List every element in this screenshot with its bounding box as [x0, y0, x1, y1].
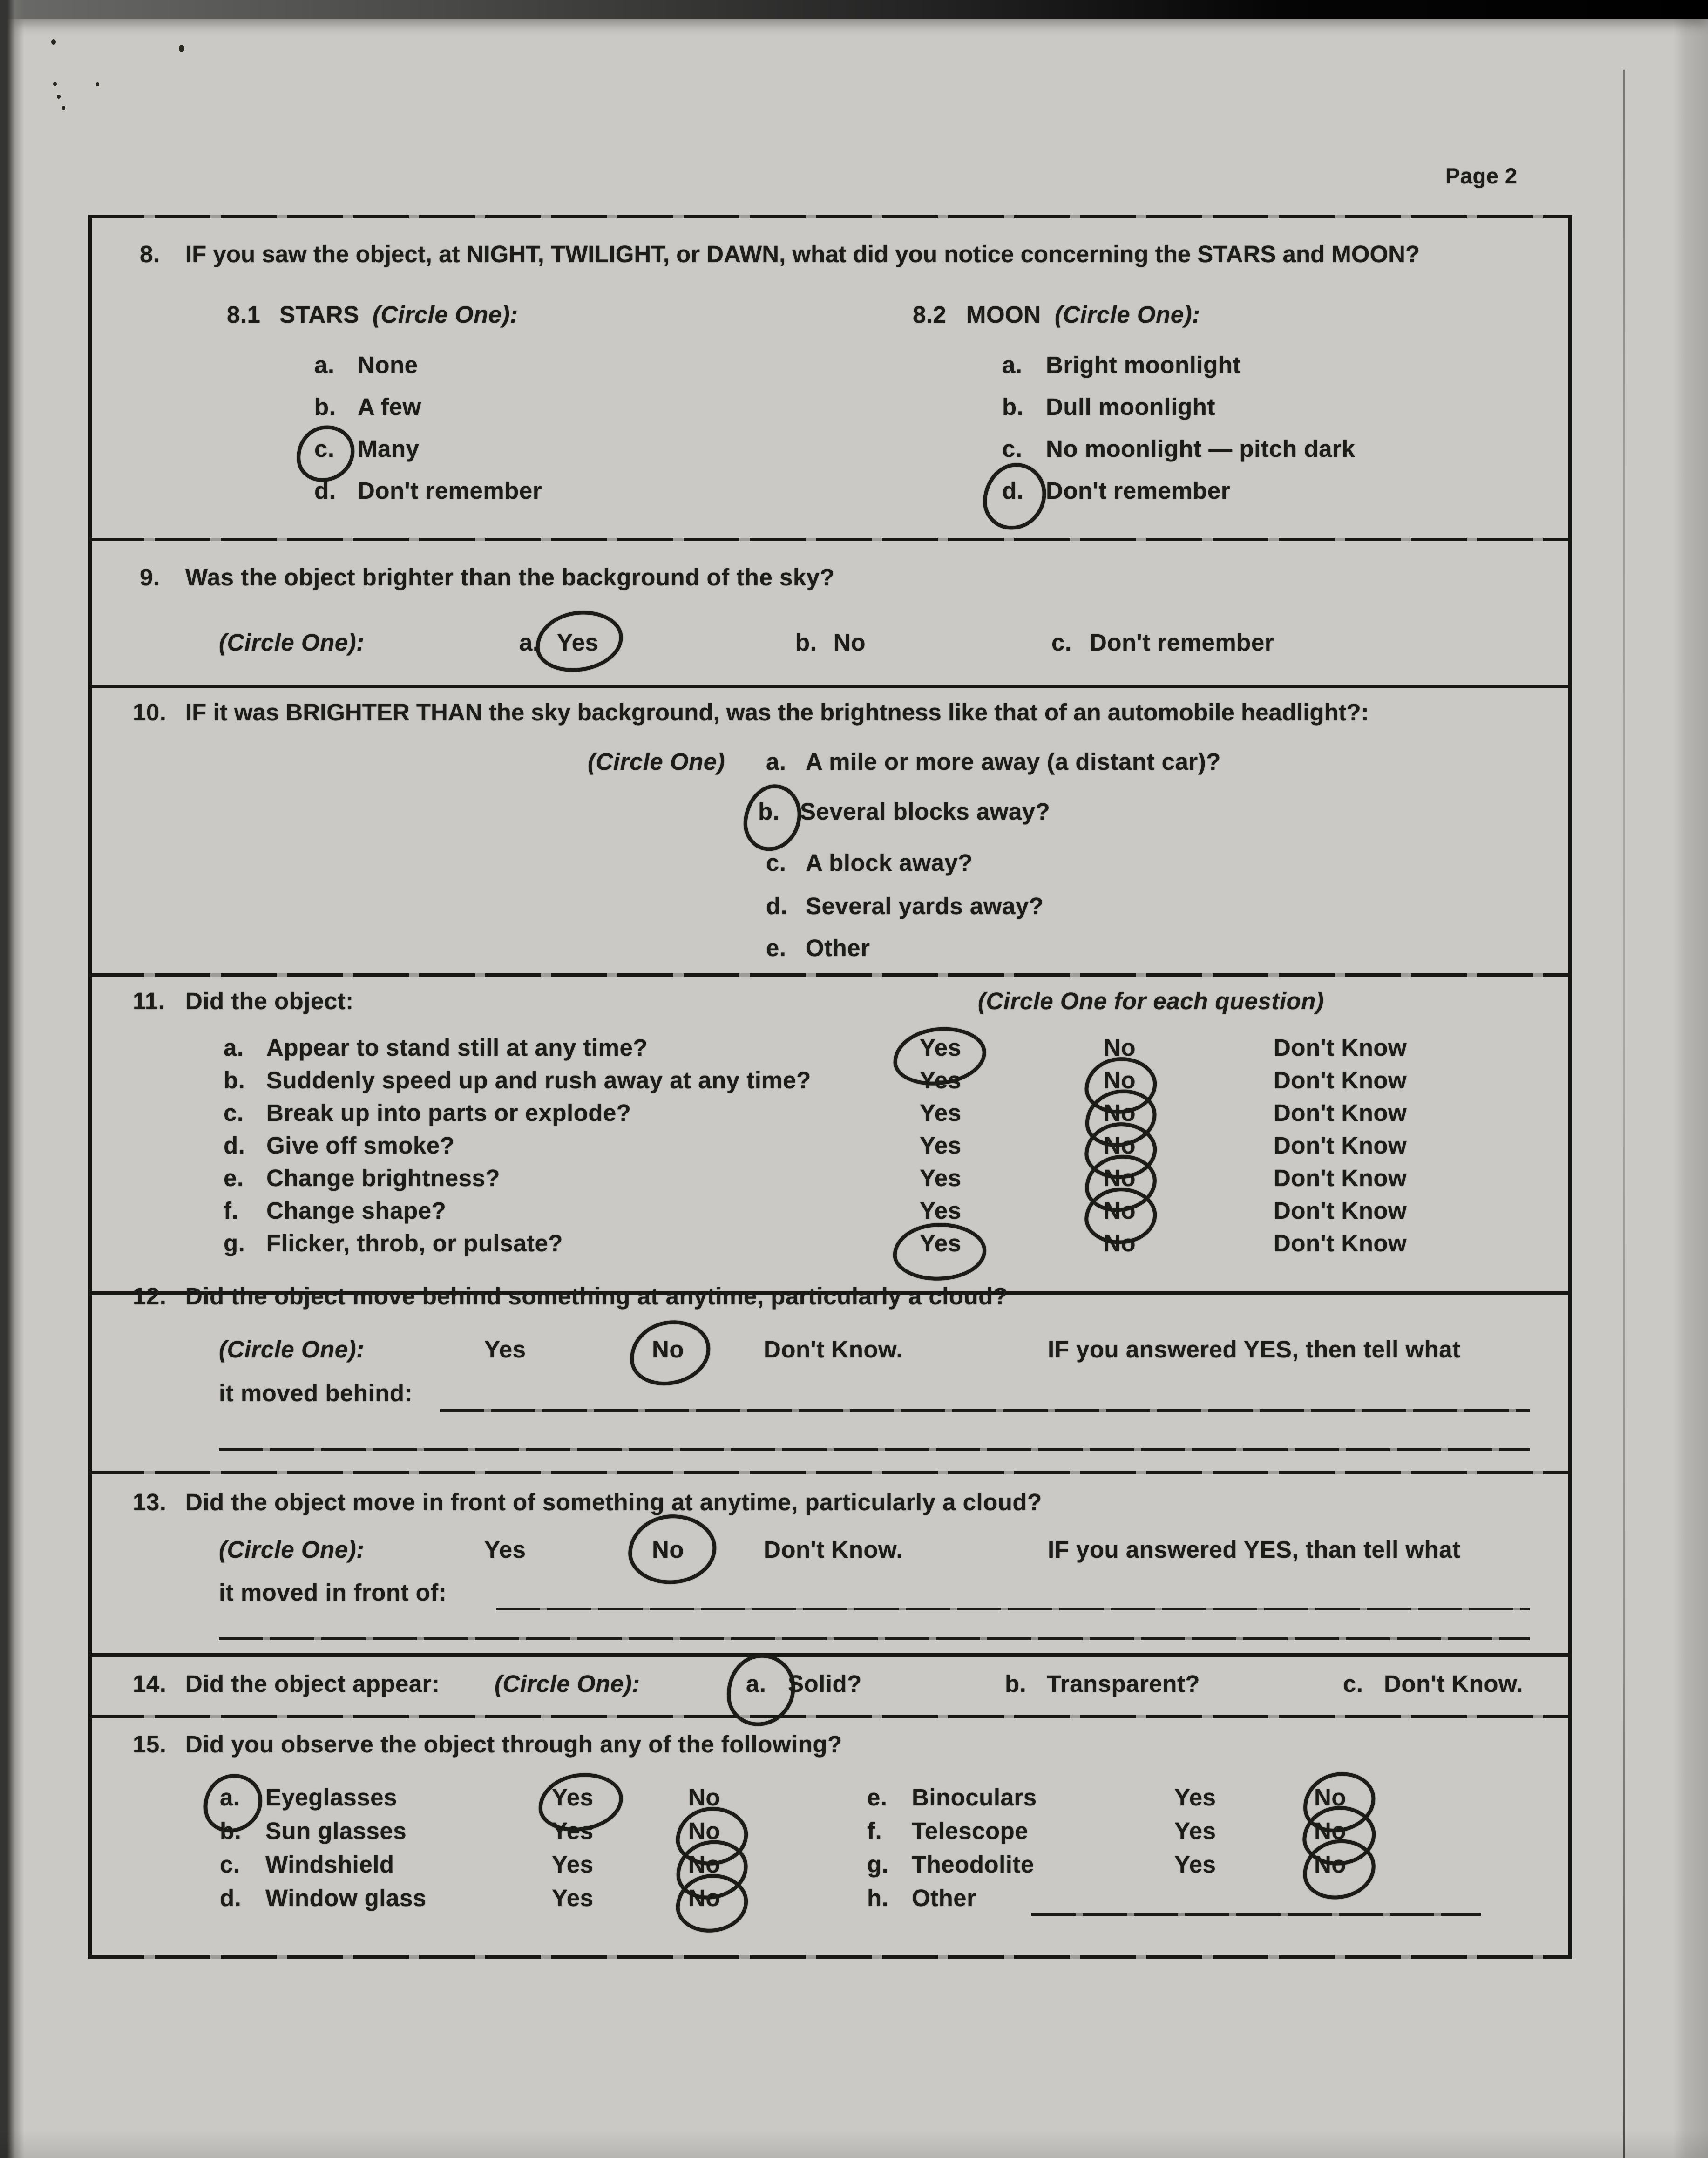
form-border-top	[88, 215, 1572, 218]
q11-row-dk: Don't Know	[1274, 1034, 1407, 1061]
q12-option-dk: Don't Know.	[764, 1336, 903, 1363]
q9-number: 9.	[140, 564, 160, 590]
paper-speck	[62, 106, 65, 110]
q15-row-no: No	[1314, 1784, 1346, 1811]
q15-row-yes: Yes	[552, 1818, 594, 1844]
q11-instruction: (Circle One for each question)	[978, 988, 1324, 1014]
q15-row-letter: e.	[867, 1784, 888, 1811]
answer-circle-q13-no	[626, 1512, 718, 1588]
q8-moon-option-letter: a.	[1002, 352, 1023, 378]
paper-speck	[179, 45, 184, 52]
q13-lead-text: it moved in front of:	[219, 1579, 447, 1606]
q11-row-dk: Don't Know	[1274, 1197, 1407, 1224]
q8-stars-option-label: A few	[358, 394, 421, 420]
q8-moon-option-label: Bright moonlight	[1046, 352, 1241, 378]
q11-row-dk: Don't Know	[1274, 1230, 1407, 1256]
q8-stars-option-label: Don't remember	[358, 477, 542, 504]
blank-line-q15-other	[1031, 1913, 1481, 1916]
q8-stars-option-letter: b.	[314, 394, 336, 420]
q11-row-label: Change brightness?	[266, 1165, 501, 1191]
q9-option-letter: b.	[795, 629, 817, 656]
q10-option-letter: c.	[766, 849, 786, 876]
answer-circle-q15-a-letter	[198, 1770, 267, 1837]
q15-text: Did you observe the object through any of the following?	[185, 1731, 842, 1758]
q12-instruction: (Circle One):	[219, 1336, 365, 1363]
q9-option-letter: c.	[1051, 629, 1072, 656]
q11-row-yes: Yes	[920, 1197, 962, 1224]
q11-row-letter: d.	[224, 1132, 245, 1159]
q14-text: Did the object appear:	[185, 1670, 440, 1697]
q15-row-label: Binoculars	[912, 1784, 1037, 1811]
q15-row-label: Telescope	[912, 1818, 1029, 1844]
q14-option-letter: c.	[1343, 1670, 1363, 1697]
blank-line-q12-moved-behind	[440, 1409, 1530, 1412]
q11-row-label: Suddenly speed up and rush away at any time?	[266, 1067, 811, 1093]
paper-speck	[51, 39, 56, 45]
page-number: Page 2	[1445, 163, 1518, 188]
q8-stars-option-label: None	[358, 352, 418, 378]
q11-row-label: Give off smoke?	[266, 1132, 455, 1159]
q12-text: Did the object move behind something at anytime, particularly a cloud?	[185, 1283, 1008, 1310]
q15-row-letter: h.	[867, 1885, 889, 1911]
q10-option-label: Several blocks away?	[800, 798, 1051, 825]
q8-moon-title: MOON	[966, 301, 1041, 328]
q12-option-yes: Yes	[484, 1336, 526, 1363]
q11-number: 11.	[133, 988, 165, 1014]
scan-edge-left	[0, 0, 24, 2158]
q11-row-label: Flicker, throb, or pulsate?	[266, 1230, 563, 1256]
scan-edge-bottom	[0, 2130, 1708, 2158]
q11-row-dk: Don't Know	[1274, 1067, 1407, 1093]
paper-speck	[57, 95, 61, 99]
q15-row-letter: g.	[867, 1851, 889, 1878]
page-fold-line	[1623, 70, 1625, 2158]
answer-circle-q11-g-yes	[892, 1222, 987, 1283]
scan-edge-top	[0, 0, 1708, 19]
q10-option-letter: d.	[766, 893, 788, 919]
q8-moon-instruction: (Circle One):	[1055, 301, 1200, 328]
q10-option-label: A mile or more away (a distant car)?	[806, 748, 1221, 775]
q15-row-letter: a.	[220, 1784, 240, 1811]
q10-number: 10.	[133, 699, 167, 726]
answer-circle-q9-yes	[534, 608, 625, 675]
q11-row-letter: e.	[224, 1165, 244, 1191]
q8-moon-option-label: Don't remember	[1046, 477, 1231, 504]
q8-stars-title: STARS	[279, 301, 359, 328]
section-divider-q13-q14	[88, 1653, 1572, 1657]
q9-option-label: Don't remember	[1090, 629, 1274, 656]
q11-row-dk: Don't Know	[1274, 1165, 1407, 1191]
q9-option-label: No	[834, 629, 866, 656]
section-divider-q10-q11	[88, 973, 1572, 977]
q11-row-dk: Don't Know	[1274, 1099, 1407, 1126]
q14-instruction: (Circle One):	[495, 1670, 640, 1697]
q13-option-no: No	[652, 1536, 684, 1563]
q15-row-no: No	[688, 1885, 720, 1911]
q12-option-no: No	[652, 1336, 684, 1363]
q11-text: Did the object:	[185, 988, 354, 1014]
q11-row-no: No	[1104, 1197, 1136, 1224]
q10-option-label: A block away?	[806, 849, 973, 876]
q15-row-yes: Yes	[1174, 1818, 1216, 1844]
q8-moon-option-letter: b.	[1002, 394, 1024, 420]
q11-row-no: No	[1104, 1099, 1136, 1126]
q11-row-yes: Yes	[920, 1165, 962, 1191]
q8-stars-number: 8.1	[227, 301, 261, 328]
form-border-right	[1568, 215, 1572, 1959]
q14-option-letter: a.	[746, 1670, 766, 1697]
q13-number: 13.	[133, 1489, 167, 1515]
q11-row-dk: Don't Know	[1274, 1132, 1407, 1159]
answer-circle-q10-b	[741, 781, 804, 854]
q15-row-no: No	[1314, 1851, 1346, 1878]
q9-instruction: (Circle One):	[219, 629, 365, 656]
answer-circle-q12-no	[626, 1317, 713, 1389]
q11-row-no: No	[1104, 1067, 1136, 1093]
q11-row-yes: Yes	[920, 1230, 962, 1256]
q15-row-label: Sun glasses	[265, 1818, 407, 1844]
q8-stars-instruction: (Circle One):	[373, 301, 518, 328]
q14-option-label: Solid?	[788, 1670, 862, 1697]
answer-circle-q11-a-yes	[892, 1025, 988, 1087]
q8-stars-option-letter: c.	[314, 435, 335, 462]
q12-number: 12.	[133, 1283, 167, 1310]
q14-number: 14.	[133, 1670, 167, 1697]
q11-row-label: Change shape?	[266, 1197, 447, 1224]
q15-row-yes: Yes	[552, 1851, 594, 1878]
q15-row-no: No	[688, 1818, 720, 1844]
q11-row-no: No	[1104, 1132, 1136, 1159]
section-divider-q9-q10	[88, 685, 1572, 688]
q15-row-letter: c.	[220, 1851, 240, 1878]
q15-row-yes: Yes	[552, 1784, 594, 1811]
q15-row-label: Other	[912, 1885, 976, 1911]
q8-text: IF you saw the object, at NIGHT, TWILIGHT, or DAWN, what did you notice concerning the STARS and MOON?	[185, 241, 1420, 267]
section-divider-q12-q13	[88, 1471, 1572, 1474]
answer-circle-q8-moon-d	[981, 460, 1049, 532]
q11-row-letter: b.	[224, 1067, 245, 1093]
q9-option-label: Yes	[557, 629, 599, 656]
q11-row-label: Appear to stand still at any time?	[266, 1034, 648, 1061]
q15-number: 15.	[133, 1731, 167, 1758]
q11-row-letter: f.	[224, 1197, 239, 1224]
blank-line-q13-continued	[219, 1637, 1530, 1640]
q10-option-letter: e.	[766, 935, 786, 961]
q15-row-letter: d.	[220, 1885, 242, 1911]
q11-row-yes: Yes	[920, 1067, 962, 1093]
q8-moon-option-letter: d.	[1002, 477, 1024, 504]
q11-row-letter: a.	[224, 1034, 244, 1061]
q14-option-label: Don't Know.	[1384, 1670, 1523, 1697]
q11-row-no: No	[1104, 1230, 1136, 1256]
paper-speck	[96, 82, 99, 86]
q13-option-dk: Don't Know.	[764, 1536, 903, 1563]
q15-row-yes: Yes	[1174, 1851, 1216, 1878]
q13-text: Did the object move in front of something at anytime, particularly a cloud?	[185, 1489, 1042, 1515]
q15-row-letter: f.	[867, 1818, 882, 1844]
q11-row-no: No	[1104, 1034, 1136, 1061]
q14-option-letter: b.	[1005, 1670, 1027, 1697]
q15-row-label: Window glass	[265, 1885, 427, 1911]
q8-moon-option-label: No moonlight — pitch dark	[1046, 435, 1356, 462]
q10-option-label: Several yards away?	[806, 893, 1044, 919]
q8-moon-option-letter: c.	[1002, 435, 1023, 462]
q11-row-yes: Yes	[920, 1132, 962, 1159]
q15-row-label: Eyeglasses	[265, 1784, 397, 1811]
q14-option-label: Transparent?	[1047, 1670, 1200, 1697]
q15-row-label: Windshield	[265, 1851, 394, 1878]
q15-row-letter: b.	[220, 1818, 242, 1844]
section-divider-q8-q9	[88, 538, 1572, 541]
q8-moon-option-label: Dull moonlight	[1046, 394, 1215, 420]
paper-speck	[53, 82, 57, 86]
form-border-bottom	[88, 1955, 1572, 1959]
q10-instruction: (Circle One)	[588, 748, 725, 775]
q15-row-no: No	[1314, 1818, 1346, 1844]
blank-line-q13-moved-in-front	[496, 1608, 1530, 1610]
q8-stars-option-letter: a.	[314, 352, 335, 378]
q15-row-yes: Yes	[1174, 1784, 1216, 1811]
q11-row-letter: c.	[224, 1099, 244, 1126]
q11-row-no: No	[1104, 1165, 1136, 1191]
answer-circle-q15-a-yes	[536, 1771, 625, 1834]
q15-row-yes: Yes	[552, 1885, 594, 1911]
q15-row-label: Theodolite	[912, 1851, 1034, 1878]
q13-instruction: (Circle One):	[219, 1536, 365, 1563]
q8-stars-option-letter: d.	[314, 477, 336, 504]
q8-stars-option-label: Many	[358, 435, 420, 462]
q9-text: Was the object brighter than the background of the sky?	[185, 564, 835, 590]
q15-row-no: No	[688, 1851, 720, 1878]
form-border-left	[88, 215, 92, 1959]
q11-row-letter: g.	[224, 1230, 245, 1256]
q13-option-yes: Yes	[484, 1536, 526, 1563]
q11-row-yes: Yes	[920, 1099, 962, 1126]
q10-option-letter: a.	[766, 748, 786, 775]
q11-row-yes: Yes	[920, 1034, 962, 1061]
scan-edge-right	[1674, 0, 1708, 2158]
q12-lead-text: it moved behind:	[219, 1380, 413, 1406]
q8-number: 8.	[140, 241, 160, 267]
section-divider-q14-q15	[88, 1715, 1572, 1718]
answer-circle-q8-stars-c	[292, 422, 358, 485]
q10-text: IF it was BRIGHTER THAN the sky background, was the brightness like that of an automobile headlight?:	[185, 699, 1369, 726]
q11-row-label: Break up into parts or explode?	[266, 1099, 631, 1126]
blank-line-q12-continued	[219, 1448, 1530, 1451]
q13-tail-text: IF you answered YES, than tell what	[1048, 1536, 1461, 1563]
q8-moon-number: 8.2	[913, 301, 947, 328]
q9-option-letter: a.	[519, 629, 540, 656]
q12-tail-text: IF you answered YES, then tell what	[1048, 1336, 1461, 1363]
q10-option-letter: b.	[758, 798, 780, 825]
q10-option-label: Other	[806, 935, 870, 961]
q15-row-no: No	[688, 1784, 720, 1811]
